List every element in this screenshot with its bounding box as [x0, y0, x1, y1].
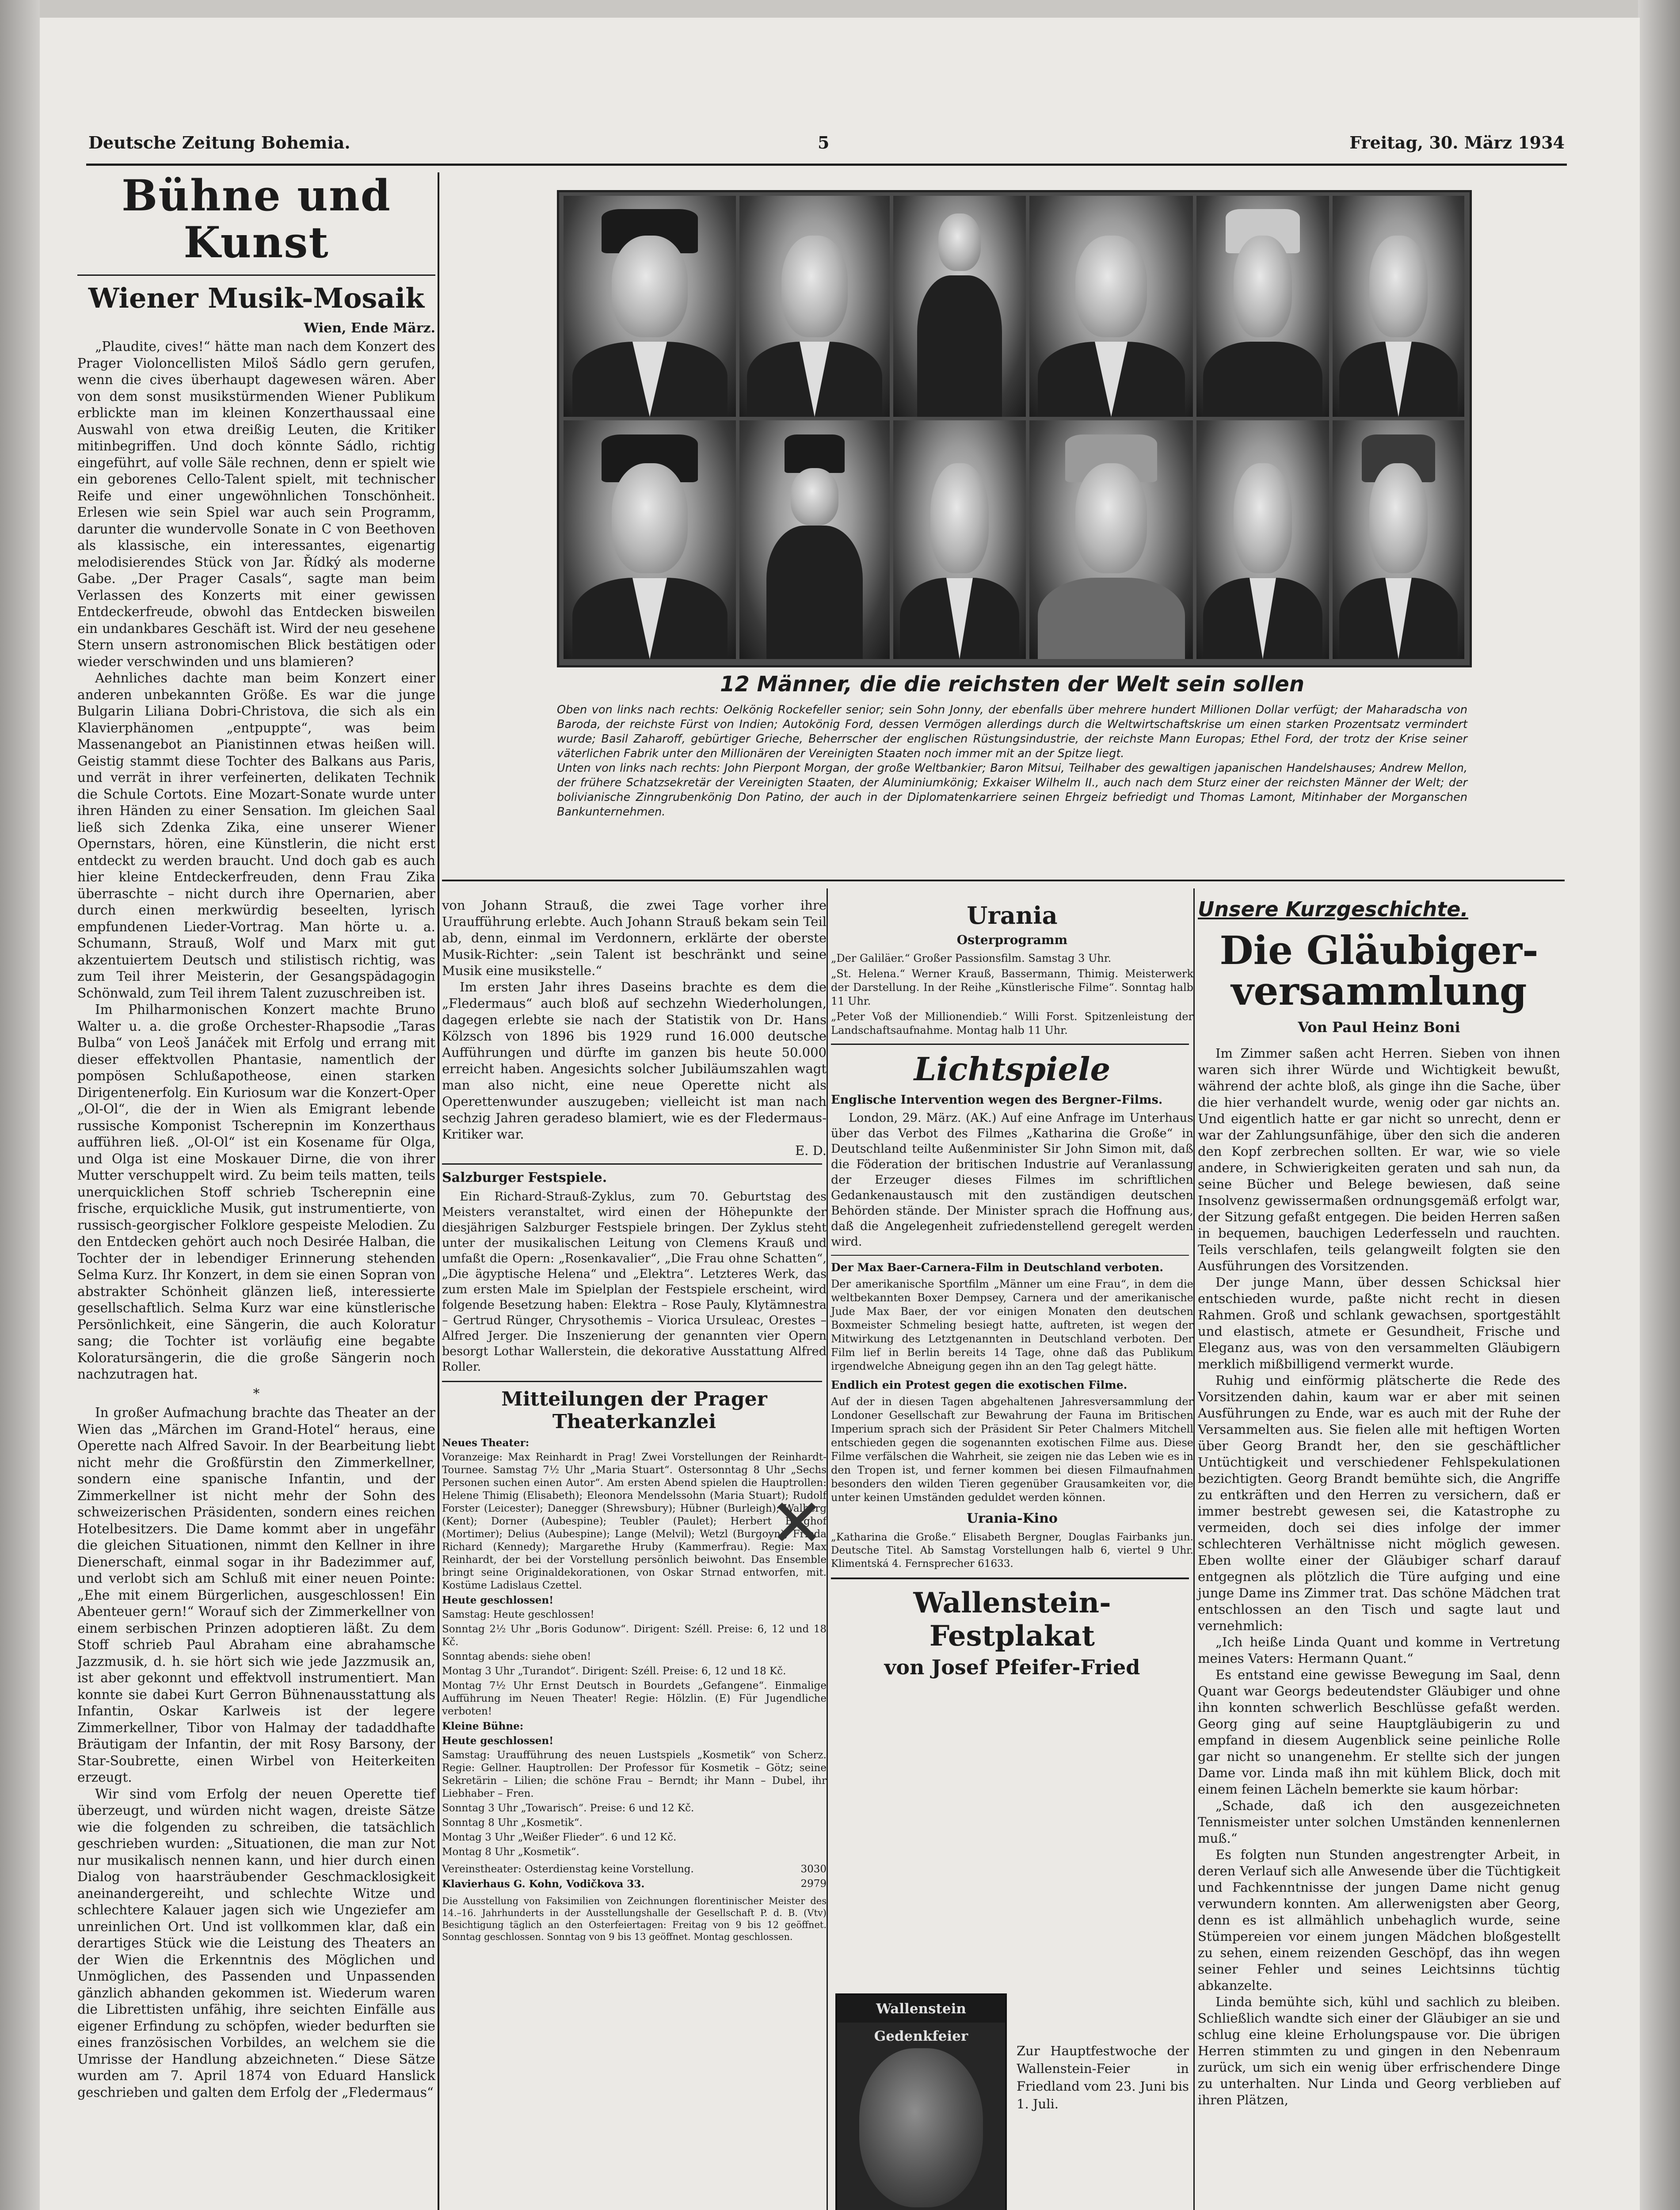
- scan-edge-right: [1638, 0, 1680, 2210]
- divider: [442, 1381, 822, 1382]
- listing-number: 3030: [800, 1863, 827, 1875]
- paragraph: Auf der in diesen Tagen abgehaltenen Jahresversammlung der Londoner Gesellschaft zur Bewahrung der Fauna im Britischen Imperium sprach sich der Präsident Sir Peter Chalmers Mitchell entschieden gegen die sogenannten exotischen Filme aus. Diese Filme verfälschen die Wahrheit, sie zeigen nie das Leben wie es in den Tropen ist, und ferner kommen bei diesen Filmaufnahmen besonders den wilden Tieren gegenüber Grausamkeiten vor, die unter keinen Umständen geduldet werden können.: [831, 1395, 1193, 1504]
- protest-heading: Endlich ein Protest gegen die exotischen Filme.: [831, 1378, 1128, 1391]
- listing-line: „Der Galiläer.“ Großer Passionsfilm. Samstag 3 Uhr.: [831, 952, 1112, 965]
- listing-line: „St. Helena.“ Werner Krauß, Bassermann, Thimig. Meisterwerk der Darstellung. In der Reihe „Künstlerische Filme“. Sonntag halb 11 Uhr.: [831, 968, 1193, 1008]
- paragraph: Zur Hauptfestwoche der Wallenstein-Feier in Friedland vom 23. Juni bis 1. Juli.: [1017, 2043, 1189, 2111]
- kino-heading: Urania-Kino: [967, 1510, 1058, 1526]
- byline: Von Paul Heinz Boni: [1298, 1018, 1460, 1036]
- continuation-text: [442, 897, 827, 1159]
- paragraph: Ruhig und einförmig plätscherte die Rede des Vorsitzenden dahin, kaum war er aber mit seinen Ausführungen zu Ende, war es auch mit der Ruhe der Versammelten aus. Sie fielen alle mit heftigen Worten über Georg Brandt her, den sie geschäftlicher Untüchtigkeit und verschiedener Fehlspekulationen bezichtigten. Georg Brandt bemühte sich, die Angriffe zu entkräften und den Herren zu versichern, daß er immer bestrebt gewesen sei, die Katastrophe zu vermeiden, doch sei dies infolge der immer schlechteren Verhältnisse nicht möglich gewesen. Eben wollte einer der Gläubiger scharf darauf entgegnen als plötzlich die Türe aufging und eine junge Dame ins Zimmer trat. Das schöne Mädchen trat entschlossen an den Tisch und sagte laut und vernehmlich:: [1198, 1372, 1560, 1633]
- paragraph: Im Philharmonischen Konzert machte Bruno Walter u. a. die große Orchester-Rhapsodie „Taras Bulba“ von Leoš Janáček mit Erfolg und errang mit dieser effektvollen Phantasie, namentlich der pompösen Schlußapotheose, einen starken Dirigentenerfolg. Ein Kuriosum war die Konzert-Oper „Ol-Ol“, die der in Wien als Emigrant lebende russische Komponist Tscherepnin im Konzerthaus aufführen ließ. „Ol-Ol“ ist ein Kosename für Olga, und Olga ist eine Moskauer Dirne, die von ihrer Mutter verschuppelt wird. Zu beim teils matten, teils unerquicklichen Stoff schrieb Tscherepnin eine frische, erquickliche Musik, gut instrumentierte, von russisch-georgischer Folklore gespeiste Melodien. Zu den Entdecken gehört auch noch Desirée Halban, die Tochter der in lebendiger Erinnerung stehenden Selma Kurz. Ihr Konzert, in dem sie einen Sopran von abstrakter Schönheit glänzen ließ, interessierte gesellschaftlich. Selma Kurz war eine künstlerische Persönlichkeit, eine Sängerin, die auch Koloratur sang; die Tochter ist vorläufig eine begabte Koloratursängerin, die die große Sängerin noch nachzutragen hat.: [77, 1002, 435, 1382]
- paragraph: Aehnliches dachte man beim Konzert einer anderen unbekannten Größe. Es war die junge Bulgarin Liliana Dobri-Christova, die sich als ein Klavierphänomen „entpuppte“, was beim Massenangebot an Pianistinnen etwas heißen will. Geistig stammt diese Tochter des Balkans aus Paris, und verrät in ihrer verfeinerten, delikaten Technik die Schule Cortots. Eine Mozart-Sonate wurde unter ihren Händen zu einer Sensation. Im gleichen Saal ließ sich Zdenka Zika, eine unserer Wiener Opernstars, hören, eine Künstlerin, die nicht erst entdeckt zu werden braucht. Und doch gab es auch hier kleine Entdeckerfreuden, denn Frau Zika überraschte – nicht durch ihre Opernarien, aber durch einen merkwürdig beseelten, lyrisch empfundenen Lieder-Vortrag. Man hörte u. a. Schumann, Strauß, Wolf und Marx mit gut akzentuiertem Deutsch und stilistisch richtig, was zum Teil ihrer Meisterin, der Gesangspädagogin Schönwald, zum Teil ihrem Talent zuzuschreiben ist.: [77, 671, 435, 1001]
- section-title: Bühne und Kunst: [122, 171, 391, 267]
- dateline: Wien, Ende März.: [304, 320, 435, 336]
- photo-bottom-rule: [442, 880, 1565, 881]
- listing-text: Vereinstheater: Osterdienstag keine Vorstellung.: [442, 1863, 694, 1875]
- portrait-photo: [739, 420, 890, 659]
- divider: [831, 1577, 1189, 1579]
- listing-line: Sonntag 8 Uhr „Kosmetik“.: [442, 1817, 583, 1829]
- portrait-photo: [893, 196, 1026, 417]
- short-story-section: Unsere Kurzgeschichte.: [1198, 897, 1468, 921]
- portrait-photo: [564, 196, 736, 417]
- listing-line: Montag 3 Uhr „Turandot“. Dirigent: Széll. Preise: 6, 12 und 18 Kč.: [442, 1665, 786, 1677]
- column-rule-3: [1193, 888, 1195, 2210]
- article-title: Wiener Musik-Mosaik: [88, 282, 425, 315]
- listing-line: Heute geschlossen!: [442, 1594, 554, 1607]
- listing-line: Sonntag abends: siehe oben!: [442, 1651, 591, 1663]
- listing-line: „Peter Voß der Millionendieb.“ Willi Forst. Spitzenleistung der Landschaftsaufnahme. Montag halb 11 Uhr.: [831, 1010, 1193, 1037]
- paragraph: Im Zimmer saßen acht Herren. Sieben von ihnen waren sich ihrer Würde und Wichtigkeit bewußt, während der achte bloß, als ginge ihn die Sache, über die hier verhandelt wurde, wenig oder gar nichts an. Und eigentlich hatte er gar nicht so unrecht, denn er war der Zahlungsunfähige, über den sich die anderen den Kopf zerbrechen sollten. Er war, wie so viele andere, in Schwierigkeiten geraten und sah nun, da seine Bücher und Belege bewiesen, daß seine Insolvenz gewissermaßen ordnungsgemäß erfolgt war, der Sitzung gefaßt entgegen. Die beiden Herren saßen in bequemen, bauchigen Lederfesseln und rauchten. Teils verschlafen, teils gelangweilt folgten sie den Ausführungen des Vorsitzenden.: [1198, 1045, 1560, 1273]
- paragraph: „Schade, daß ich den ausgezeichneten Tennismeister unter solchen Umständen kennenlernen muß.“: [1198, 1798, 1560, 1846]
- handwritten-x-mark: ✕: [769, 1485, 825, 1562]
- story-body: [1198, 1045, 1560, 2108]
- listing-line: Montag 7½ Uhr Ernst Deutsch in Bourdets „Gefangene“. Einmalige Aufführung im Neuen Theater! Regie: Hölzlin. (E) Für Jugendliche verboten!: [442, 1680, 827, 1718]
- listing-line: Voranzeige: Max Reinhardt in Prag! Zwei Vorstellungen der Reinhardt-Tournee. Samstag 7½ Uhr „Maria Stuart“. Ostersonntag 8 Uhr „Sechs Personen suchen einen Autor“. Am ersten Abend spielen die Hauptrollen: Helene Thimig (Elisabeth); Eleonora Mendelssohn (Maria Stuart); Rudolf Forster (Leicester); Danegger (Shrewsbury); Hübner (Burleigh); Walberg (Kent); Dorner (Aubespine); Teubler (Paulet); Herbert Berghof (Mortimer); Delius (Aubespine); Lange (Melvil); Wetzl (Burgoyn); Frieda Richard (Kennedy); Margarethe Hruby (Kammerfrau). Regie: Max Reinhardt, der bei der Vorstellung persönlich beiwohnt. Das Ensemble bringt seine Originaldekorationen, von Oskar Strnad entworfen, mit. Kostüme Ladislaus Czettel.: [442, 1452, 827, 1592]
- divider: [831, 1044, 1189, 1045]
- header-rule: [86, 164, 1567, 166]
- paragraph: Der amerikanische Sportfilm „Männer um eine Frau“, in dem die weltbekannten Boxer Dempsey, Carnera und der amerikanische Jude Max Baer, der vor einigen Monaten den deutschen Boxmeister Schmeling besiegt hatte, auftreten, ist wegen der Mitwirkung des Letztgenannten in Deutschland verboten. Der Film lief in Berlin bereits 14 Tage, ohne daß das Publikum irgendwelche Abneigung gegen ihn an den Tag gelegt hätte.: [831, 1277, 1193, 1372]
- theater-heading: Mitteilungen der Prager Theaterkanzlei: [501, 1388, 767, 1433]
- column-4: [1198, 897, 1560, 2108]
- listing-line: [442, 1863, 827, 1876]
- column-2: [442, 897, 827, 1945]
- paragraph: In großer Aufmachung brachte das Theater an der Wien das „Märchen im Grand-Hotel“ heraus, eine Operette nach Alfred Savoir. In der Bearbeitung liebt nicht mehr die Großfürstin den Zimmerkellner, sondern eine spanische Infantin, und der Zimmerkellner ist nicht mehr der Sohn des schweizerischen Präsidenten, sondern eines reichen Hotelbesitzers. Die Dame kommt aber in ungefähr die gleichen Situationen, nimmt den Kellner in ihre Dienerschaft, einmal sogar in ihr Badezimmer auf, und verlobt sich am Schluß mit einer neuen Pointe: „Ehe mit einem Bürgerlichen, ausgeschlossen! Ein Abenteuer gern!“ Worauf sich der Zimmerkellner von einem serbischen Prinzen adoptieren läßt. Zu dem Stoff schrieb Paul Abraham eine abrahamsche Jazzmusik, d. h. sie hört sich wie jede Jazzmusik an, ist aber gekonnt und effektvoll instrumentiert. Man konnte sie dabei Kurt Gerron Bühnenausstattung als Infantin, Oskar Karlweis ist der legere Zimmerkellner, Tibor von Halmay der tadaddhafte Bräutigam der Infantin, der mit Rosy Barsony, der Star-Soubrette, einen Wirbel von Heiterkeiten erzeugt.: [77, 1405, 435, 1785]
- listing-line: Heute geschlossen!: [442, 1735, 554, 1747]
- caption-paragraph: Unten von links nach rechts: John Pierpont Morgan, der große Weltbankier; Baron Mitsui, Teilhaber des gewaltigen japanischen Handelshauses; Andrew Mellon, der frühere Schatzsekretär der Vereinigten Staaten, der Aluminiumkönig; Exkaiser Wilhelm II., auch nach dem Sturz einer der reichsten Männer der Welt; der bolivianische Zinngrubenkönig Don Patino, der auch in der Diplomatenkarriere seinen Ehrgeiz befriedigt und Thomas Lamont, Mitinhaber der Morganschen Bankunternehmen.: [557, 762, 1467, 819]
- portrait-photo: [1029, 196, 1193, 417]
- portrait-collage: [557, 190, 1472, 667]
- divider: [442, 1163, 822, 1165]
- listing-line: Sonntag 3 Uhr „Towarisch“. Preise: 6 und 12 Kč.: [442, 1802, 694, 1814]
- paragraph: Es entstand eine gewisse Bewegung im Saal, denn Quant war Georgs bedeutendster Gläubiger und ohne ihn konnten schwerlich Beschlüsse gefaßt werden. Georg ging auf seine Hauptgläubigerin zu und empfand in diesem Augenblick seine peinliche Rolle gar nicht so unangenehm. Er stellte sich der jungen Dame vor. Linda maß ihn mit kühlem Blick, doch mit einem feinen Lächeln bemerkte sie kaum hörbar:: [1198, 1667, 1560, 1797]
- poster-caption-top: Wallenstein Gedenkfeier: [837, 1995, 1005, 2023]
- portrait-photo: [564, 420, 736, 659]
- paragraph: Linda bemühte sich, kühl und sachlich zu bleiben. Schließlich wandte sich einer der Gläubiger an sie und schlug eine kleine Erholungspause vor. Die übrigen Herren stimmten zu und gingen in den Nebenraum zurück, um sich ein wenig über erfrischendere Dinge zu unterhalten. Nur Linda und Georg verblieben auf ihren Plätzen,: [1198, 1994, 1560, 2107]
- urania-subheading: Osterprogramm: [956, 933, 1068, 948]
- film-subheading: Englische Intervention wegen des Bergner-Films.: [831, 1093, 1163, 1107]
- kino-body: [831, 1531, 1193, 1570]
- listing-line: Montag 3 Uhr „Weißer Flieder“. 6 und 12 Kč.: [442, 1832, 677, 1844]
- column-rule-1: [438, 172, 439, 2210]
- story-title-line: Die Gläubiger-: [1219, 927, 1539, 973]
- poster-portrait: [859, 2048, 983, 2207]
- portrait-photo: [1196, 420, 1329, 659]
- listing-line: Samstag: Uraufführung des neuen Lustspiels „Kosmetik“ von Scherz. Regie: Gellner. Hauptrollen: Der Professor für Kosmetik – Götz; seine Sekretärin – Lilien; die schöne Frau – Berndt; ihr Mann – Dubel, ihr Liebhaber – Fren.: [442, 1749, 827, 1800]
- poster-title: Wallenstein-Festplakat: [913, 1586, 1111, 1653]
- protest-body: [831, 1395, 1193, 1505]
- poster-subtitle: von Josef Pfeifer-Fried: [884, 1655, 1140, 1679]
- column-1: [77, 172, 435, 2101]
- urania-heading: Urania: [967, 901, 1058, 930]
- listing-number: 2979: [800, 1878, 827, 1890]
- film-heading: Lichtspiele: [914, 1050, 1111, 1088]
- paragraph: Wir sind vom Erfolg der neuen Operette tief überzeugt, und würden nicht wagen, dreiste Sätze wie die folgenden zu schreiben, die tatsächlich geschrieben wurden: „Situationen, die man zur Not nur musikalisch nennen kann, und hier durch einen Dialog von haarsträubender Geschmacklosigkeit aneinandergereiht, und schlechte Witze und schlechtere Kalauer jagen sich wie Ungeziefer am unreinlichen Ort. Und ist vollkommen klar, daß ein derartiges Stück wie die Leistung des Theaters an der Wien die Erkenntnis des Möglichen und Unmöglichen, des Passenden und Unpassenden gänzlich abhanden gekommen ist. Wiederum waren die Librettisten unfähig, ihre seichten Einfälle aus eigener Erfindung zu schöpfen, wieder bedurften sie eines französischen Vorbildes, an welchem sie die Umrisse der Handlung abzeichneten.“ Diese Sätze wurden am 7. April 1874 von Eduard Hanslick geschrieben und galten dem Erfolg der „Fledermaus“: [77, 1786, 435, 2100]
- caption-paragraph: Oben von links nach rechts: Oelkönig Rockefeller senior; sein Sohn Jonny, der ebenfalls über mehrere hundert Millionen Dollar verfügt; der Maharadscha von Baroda, der reichste Fürst von Indien; Autokönig Ford, dessen Vermögen allerdings durch die Weltwirtschaftskrise um einen starken Prozentsatz vermindert wurde; Basil Zaharoff, gebürtiger Grieche, Beherrscher der englischen Rüstungsindustrie, der reichste Mann Europas; Ethel Ford, der trotz der Krise seiner väterlichen Fabrik unter den Millionären der Vereinigten Staaten noch immer mit an der Spitze liegt.: [557, 703, 1467, 760]
- listing-line: Sonntag 2½ Uhr „Boris Godunow“. Dirigent: Széll. Preise: 6, 12 und 18 Kč.: [442, 1623, 827, 1648]
- scan-edge-left: [0, 0, 40, 2210]
- paragraph: Ein Richard-Strauß-Zyklus, zum 70. Geburtstag des Meisters veranstaltet, wird einen der Höhepunkte der diesjährigen Salzburger Festspiele bringen. Der Zyklus steht unter der musikalischen Leitung von Clemens Krauß und umfaßt die Opern: „Rosenkavalier“, „Die Frau ohne Schatten“, „Die ägyptische Helena“ und „Elektra“. Letzteres Werk, das zum ersten Male im Spielplan der Festspiele erscheint, wird folgende Besetzung haben: Elektra – Rose Pauly, Klytämnestra – Gertrud Rünger, Chrysothemis – Viorica Ursuleac, Orestes – Alfred Jerger. Die Inszenierung der genannten vier Opern besorgt Lothar Wallerstein, die dekorative Ausstattung Alfred Roller.: [442, 1190, 827, 1374]
- paragraph: London, 29. März. (AK.) Auf eine Anfrage im Unterhaus über das Verbot des Filmes „Katharina die Große“ in Deutschland teilte Außenminister Sir John Simon mit, daß die Föderation der britischen Industrie auf Veranlassung der Erzeuger dieses Filmes im schriftlichen Gedankenaustausch mit den zuständigen deutschen Behörden stände. Der Minister sprach die Hoffnung aus, daß die Angelegenheit zufriedenstellend geregelt werden wird.: [831, 1111, 1193, 1249]
- story-title: [1198, 927, 1560, 1014]
- listing-line: Neues Theater:: [442, 1437, 530, 1449]
- portrait-photo: [1333, 420, 1464, 659]
- divider: [831, 1255, 1189, 1256]
- listing-line: [442, 1878, 827, 1891]
- film-body: [831, 1110, 1193, 1250]
- baer-body: [831, 1277, 1193, 1373]
- paragraph: Es folgten nun Stunden angestrengter Arbeit, in deren Verlauf sich alle Anwesende über die Tüchtigkeit und Fachkenntnisse der jungen Dame nicht genug verwundern konnten. Am allerwenigsten aber Georg, denn es ist allmählich unbehaglich wurde, seine Stümpereien vor einem jungen Mädchen bloßgestellt zu sehen, einem reizenden Geschöpf, das ihn wegen seiner Fehler und seines Leichtsinns tüchtig abkanzelte.: [1198, 1847, 1560, 1993]
- article-body: [77, 339, 435, 2101]
- listing-line: Die Ausstellung von Faksimilien von Zeichnungen florentinischer Meister des 14.–16. Jahrhunderts in der Ausstellungshalle der Gesellschaft P. d. B. (Vtv) Besichtigung täglich an den Osterfeiertagen: Freitag von 9 bis 12 geöffnet. Sonntag geschlossen. Sonntag von 9 bis 13 geöffnet. Montag geschlossen.: [442, 1896, 827, 1943]
- issue-date: Freitag, 30. März 1934: [1349, 133, 1565, 152]
- section-divider: *: [253, 1386, 260, 1401]
- photo-title: 12 Männer, die die reichsten der Welt sein sollen: [720, 672, 1304, 697]
- story-title-line: versammlung: [1231, 968, 1527, 1014]
- portrait-photo: [739, 196, 890, 417]
- paragraph: „Ich heiße Linda Quant und komme in Vertretung meines Vaters: Hermann Quant.“: [1198, 1634, 1560, 1666]
- paragraph: Der junge Mann, über dessen Schicksal hier entschieden wurde, paßte nicht recht in diesen Rahmen. Groß und schlank gewachsen, sportgestählt und elastisch, atmete er Gesundheit, Frische und Eleganz aus, was von den versammelten Gläubigern merklich mißbilligend vermerkt wurde.: [1198, 1274, 1560, 1372]
- column-3: [831, 897, 1193, 1690]
- poster-text: [1017, 2042, 1189, 2113]
- urania-listings: [831, 952, 1193, 1037]
- listing-line: Samstag: Heute geschlossen!: [442, 1609, 594, 1621]
- listing-text: Klavierhaus G. Kohn, Vodičkova 33.: [442, 1878, 645, 1890]
- photo-caption: [557, 703, 1467, 819]
- paragraph: Im ersten Jahr ihres Daseins brachte es dem die „Fledermaus“ auch bloß auf sechzehn Wiederholungen, dagegen erlebte sie nach der Statistik von Dr. Hans Kölzsch von 1896 bis 1929 rund 16.000 deutsche Aufführungen und dürfte im ganzen bis heute 50.000 erreicht haben. Angesichts solcher Jubiläumszahlen wagt man also nicht, eine neue Operette nicht als Operettenwunder auszugeben; vielleicht ist man nach sechzig Jahren geradeso blamiert, wie es der Fledermaus-Kritiker war.: [442, 979, 827, 1142]
- page-header: [88, 133, 1565, 159]
- salzburg-body: [442, 1189, 827, 1375]
- paragraph: von Johann Strauß, die zwei Tage vorher ihre Uraufführung erlebte. Auch Johann Strauß bekam sein Teil ab, denn, einmal im Verdonnern, erklärte der oberste Musik-Richter: „sein Talent ist beschränkt und seine Musik eine musikstelle.“: [442, 898, 827, 978]
- portrait-photo: [893, 420, 1026, 659]
- baer-heading: Der Max Baer-Carnera-Film in Deutschland verboten.: [831, 1261, 1164, 1274]
- paragraph: „Plaudite, cives!“ hätte man nach dem Konzert des Prager Violoncellisten Miloš Sádlo gern gerufen, wenn die cives überhaupt dagewesen wären. Aber von dem sonst musikstürmenden Wiener Publikum erblickte man im kleinen Konzerthaussaal eine Auswahl von etwa dreißig Leuten, die Kritiker mitinbegriffen. Und doch könnte Sádlo, richtig eingeführt, auf volle Säle rechnen, denn er spielt wie ein geborenes Cello-Talent spielt, mit technischer Reife und einer ungewöhnlichen Tonschönheit. Erlesen wie sein Spiel war auch sein Programm, darunter die wundervolle Sonate in C von Beethoven als klassische, ein interessantes, eigenartig melodisierendes Stück von Jar. Řídký als moderne Gabe. „Der Prager Casals“, sagte man beim Verlassen des Konzerts mit einer gewissen Entdeckerfreude, obwohl das Entdecken bisweilen ein undankbares Geschäft ist. Wird der neu gesehene Stern unsern astronomischen Blick bestätigen oder wieder verschwinden und uns blamieren?: [77, 339, 435, 669]
- listing-line: Montag 8 Uhr „Kosmetik“.: [442, 1846, 579, 1858]
- author-initials: E. D.: [795, 1143, 827, 1158]
- portrait-photo: [1333, 196, 1464, 417]
- portrait-photo: [1029, 420, 1193, 659]
- column-rule-2: [827, 888, 828, 2210]
- page-number: 5: [818, 133, 830, 152]
- portrait-photo: [1196, 196, 1329, 417]
- wallenstein-poster-image: [835, 1993, 1007, 2210]
- paper-name: Deutsche Zeitung Bohemia.: [88, 133, 350, 152]
- listing-line: Kleine Bühne:: [442, 1720, 524, 1733]
- section-rule: [77, 274, 435, 276]
- salzburg-heading: Salzburger Festspiele.: [442, 1170, 607, 1185]
- paragraph: „Katharina die Große.“ Elisabeth Bergner, Douglas Fairbanks jun. Deutsche Titel. Ab Samstag Vorstellungen halb 6, viertel 9 Uhr. Klimentská 4. Fernsprecher 61633.: [831, 1531, 1193, 1570]
